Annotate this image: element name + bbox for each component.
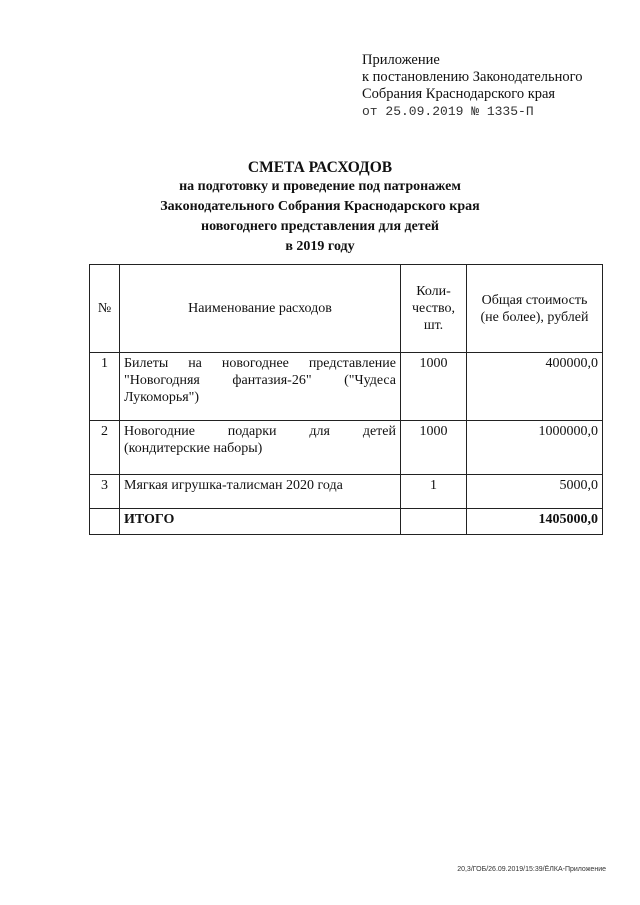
expenses-table [89,264,603,535]
table-row [90,421,603,475]
header-qty [401,265,467,353]
appendix-line-3: Собрания Краснодарского края [362,86,556,102]
table-row [90,353,603,421]
document-title [0,158,640,257]
total-label: ИТОГО [120,509,401,535]
title-line-4: новогоднего представления для детей [201,219,439,234]
row-num: 1 [90,353,120,421]
table-total-row [90,509,603,535]
appendix-resolution-number: от 25.09.2019 № 1335-П [362,104,534,119]
appendix-block [362,52,583,120]
title-line-2: на подготовку и проведение под патронажем [179,179,461,194]
header-num: № [90,265,120,353]
header-cost [467,265,603,353]
title-line-5: в 2019 году [285,239,355,254]
row-name: Мягкая игрушка-талисман 2020 года [120,475,401,509]
header-qty-label: Коли-чество, шт. [412,284,455,333]
row-num: 3 [90,475,120,509]
title-line-3: Законодательного Собрания Краснодарского края [160,199,480,214]
total-num-empty [90,509,120,535]
header-cost-label: Общая стоимость (не более), рублей [480,292,589,325]
title-line-1: СМЕТА РАСХОДОВ [247,159,393,176]
table-row [90,475,603,509]
row-cost: 400000,0 [467,353,603,421]
row-qty: 1000 [401,421,467,475]
row-cost: 1000000,0 [467,421,603,475]
row-name: Билеты на новогоднее представление "Новогодняя фантазия-26" ("Чудеса Лукоморья") [120,353,401,421]
table-header-row [90,265,603,353]
row-qty: 1 [401,475,467,509]
row-name: Новогодние подарки для детей (кондитерские наборы) [120,421,401,475]
row-qty: 1000 [401,353,467,421]
appendix-line-1: Приложение [362,52,440,68]
footer-file-reference: 20,3/ГОБ/26.09.2019/15:39/ЁЛКА-Приложение [457,866,606,873]
row-num: 2 [90,421,120,475]
header-name: Наименование расходов [120,265,401,353]
appendix-line-2: к постановлению Законодательного [362,69,583,85]
total-cost: 1405000,0 [467,509,603,535]
total-qty-empty [401,509,467,535]
row-cost: 5000,0 [467,475,603,509]
